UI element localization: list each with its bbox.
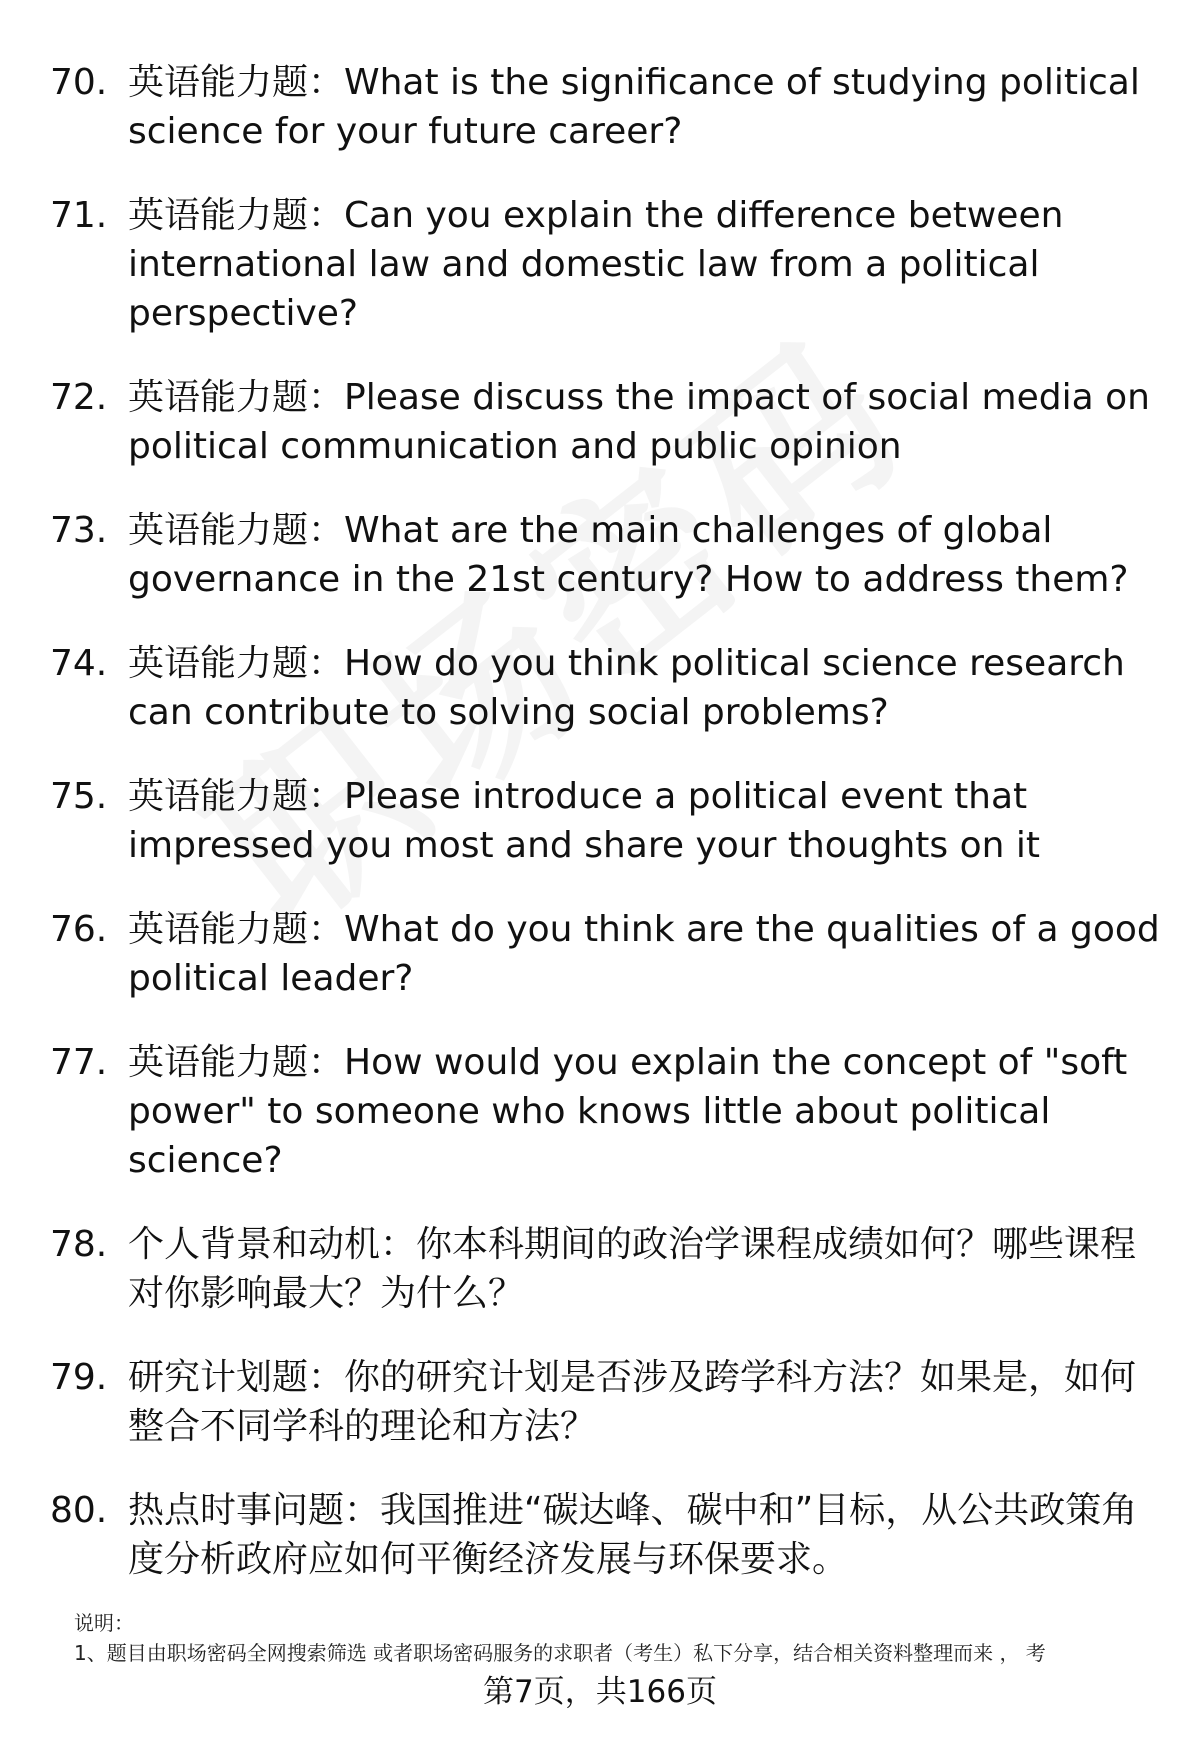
question-text: 英语能力题：How would you explain the concept of "soft power" to someone who knows little about political science? (128, 1042, 1128, 1181)
question-item (50, 58, 1160, 156)
question-item (50, 191, 1160, 338)
question-text: 研究计划题：你的研究计划是否涉及跨学科方法？如果是，如何整合不同学科的理论和方法？ (128, 1357, 1137, 1447)
question-number: 73. (50, 510, 108, 551)
question-number: 77. (50, 1042, 108, 1083)
question-number: 75. (50, 776, 108, 817)
question-number: 70. (50, 62, 108, 103)
question-item (50, 373, 1160, 471)
question-item (50, 905, 1160, 1003)
question-item (50, 1038, 1160, 1185)
question-item (50, 639, 1160, 737)
question-number: 71. (50, 195, 108, 236)
question-item (50, 1353, 1160, 1451)
question-number: 78. (50, 1224, 108, 1265)
question-number: 79. (50, 1357, 108, 1398)
notes-label: 说明： (74, 1611, 134, 1635)
question-text: 英语能力题：How do you think political science research can contribute to solving social problems? (128, 643, 1125, 733)
question-text: 英语能力题：What are the main challenges of global governance in the 21st century? How to address them? (128, 510, 1129, 600)
question-text: 英语能力题：What is the significance of studying political science for your future career? (128, 62, 1140, 152)
question-text: 英语能力题：Please introduce a political event that impressed you most and share your thoughts on it (128, 776, 1040, 866)
question-text: 英语能力题：Can you explain the difference between international law and domestic law from a political perspective? (128, 195, 1064, 334)
question-number: 72. (50, 377, 108, 418)
page-indicator: 第7页，共166页 (483, 1674, 717, 1710)
question-number: 74. (50, 643, 108, 684)
question-item (50, 1486, 1160, 1584)
question-item (50, 1220, 1160, 1318)
question-text: 热点时事问题：我国推进“碳达峰、碳中和”目标，从公共政策角度分析政府应如何平衡经济发展与环保要求。 (128, 1490, 1138, 1580)
question-number: 80. (50, 1490, 108, 1531)
notes-section (74, 1608, 1164, 1668)
question-text: 英语能力题：Please discuss the impact of social media on political communication and public opinion (128, 377, 1150, 467)
question-item (50, 772, 1160, 870)
question-item (50, 506, 1160, 604)
notes-line: 1、题目由职场密码全网搜索筛选 或者职场密码服务的求职者（考生）私下分享，结合相关资料整理而来 ， 考 (74, 1641, 1046, 1665)
question-text: 英语能力题：What do you think are the qualities of a good political leader? (128, 909, 1160, 999)
question-number: 76. (50, 909, 108, 950)
question-text: 个人背景和动机：你本科期间的政治学课程成绩如何？哪些课程对你影响最大？为什么？ (128, 1224, 1137, 1314)
question-list (50, 58, 1160, 1619)
